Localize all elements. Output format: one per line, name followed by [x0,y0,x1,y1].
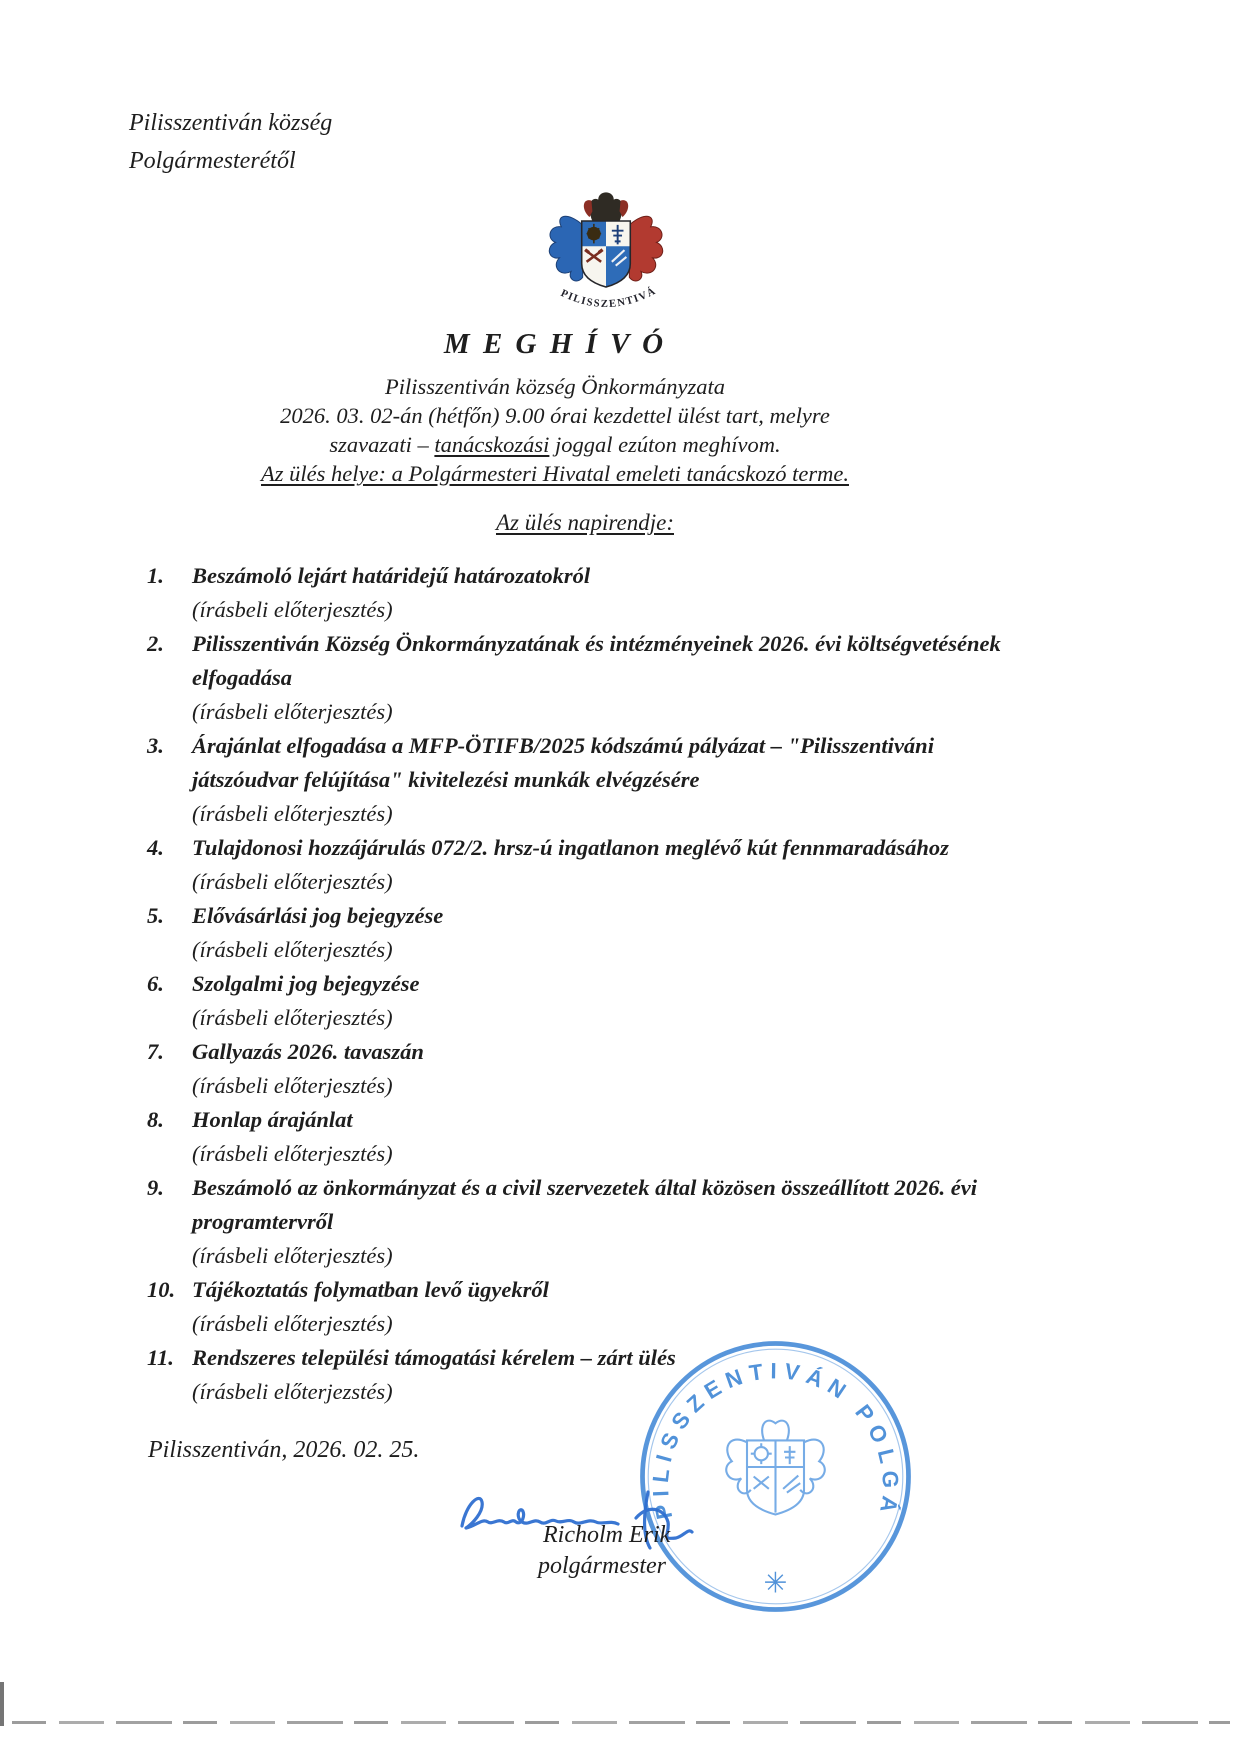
mantling-left [549,216,582,281]
agenda-item-title: Gallyazás 2026. tavaszán [192,1039,424,1064]
agenda-item-title: Tulajdonosi hozzájárulás 072/2. hrsz-ú ingatlanon meglévő kút fennmaradásához [192,835,949,860]
agenda-item-3 [147,729,1067,831]
signatory-name: Richolm Erik [543,1522,671,1548]
agenda-item-number: 4. [147,835,164,860]
intro-line-1: Pilisszentiván község Önkormányzata [385,374,725,399]
scan-artifact-smudge [0,1682,4,1726]
agenda-heading: Az ülés napirendje: [495,510,674,535]
agenda-item-10 [147,1273,1067,1341]
stamp-ring-text: PILISSZENTIVÁN POLGÁ [647,1358,904,1522]
agenda-item-11 [147,1341,1067,1409]
agenda-item-4 [147,831,1067,899]
agenda-item-note: (írásbeli előterjesztés) [192,801,393,826]
agenda-item-9 [147,1171,1067,1273]
agenda-item-title: Tájékoztatás folymatban levő ügyekről [192,1277,549,1302]
agenda-item-note: (írásbeli előterjezstés) [192,1379,393,1404]
agenda-item-number: 7. [147,1039,164,1064]
agenda-item-1 [147,559,1067,627]
sender-line-2: Polgármesterétől [129,148,296,174]
agenda-item-number: 6. [147,971,164,996]
agenda-item-note: (írásbeli előterjesztés) [192,1243,393,1268]
agenda-item-title: Beszámoló lejárt határidejű határozatokról [192,563,591,588]
agenda-item-title: Elővásárlási jog bejegyzése [192,903,444,928]
intro-paragraph [55,372,1055,488]
agenda-item-6 [147,967,1067,1035]
agenda-item-2 [147,627,1067,729]
sender-line-1: Pilisszentiván község [129,110,333,136]
agenda-item-number: 10. [147,1277,176,1302]
agenda-item-title: Honlap árajánlat [192,1107,353,1132]
agenda-item-number: 8. [147,1107,164,1132]
agenda-item-note: (írásbeli előterjesztés) [192,937,393,962]
agenda-item-number: 11. [147,1345,174,1370]
agenda-item-note: (írásbeli előterjesztés) [192,699,393,724]
date-line: Pilisszentiván, 2026. 02. 25. [148,1437,420,1463]
agenda-item-title: Árajánlat elfogadása a MFP-ÖTIFB/2025 kódszámú pályázat – "Pilisszentiváni játszóudvar felújítása" kivitelezési munkák elvégzésére [192,733,934,792]
agenda-item-number: 3. [147,733,164,758]
page-title: M E G H Í V Ó [443,328,667,360]
agenda-item-note: (írásbeli előterjesztés) [192,1073,393,1098]
agenda-item-8 [147,1103,1067,1171]
scan-artifact-line [12,1721,1230,1724]
agenda-item-note: (írásbeli előterjesztés) [192,869,393,894]
agenda-item-number: 9. [147,1175,164,1200]
coat-of-arms [538,182,674,330]
signatory-block [538,1520,671,1582]
intro-line-2: 2026. 03. 02-án (hétfőn) 9.00 órai kezdettel ülést tart, melyre [280,403,830,428]
crest-caption: PILISSZENTIVÁ [558,284,659,311]
agenda-item-note: (írásbeli előterjesztés) [192,597,393,622]
agenda-item-7 [147,1035,1067,1103]
signatory-role: polgármester [538,1553,666,1579]
agenda-item-title: Beszámoló az önkormányzat és a civil szervezetek által közösen összeállított 2026. évi programtervről [192,1175,977,1234]
agenda-item-5 [147,899,1067,967]
agenda-item-number: 5. [147,903,164,928]
agenda-item-title: Szolgalmi jog bejegyzése [192,971,420,996]
agenda-item-number: 1. [147,563,164,588]
agenda-item-note: (írásbeli előterjesztés) [192,1311,393,1336]
agenda-item-title: Pilisszentiván Község Önkormányzatának és intézményeinek 2026. évi költségvetésének elfogadása [192,631,1001,690]
agenda-item-note: (írásbeli előterjesztés) [192,1141,393,1166]
agenda-list [147,559,1067,1409]
agenda-item-title: Rendszeres települési támogatási kérelem – zárt ülés [192,1345,676,1370]
intro-line-3: szavazati – tanácskozási joggal ezúton meghívom. [329,432,781,457]
crest-top [590,192,623,221]
sender-header [129,104,332,180]
meeting-location-line: Az ülés helye: a Polgármesteri Hivatal emeleti tanácskozó terme. [261,461,849,486]
intro-underlined-word: tanácskozási [434,432,550,457]
agenda-item-note: (írásbeli előterjesztés) [192,1005,393,1030]
stamp-asterisk: ✳ [763,1568,788,1600]
mantling-right [629,216,662,281]
coat-of-arms-icon [538,182,674,328]
agenda-item-number: 2. [147,631,164,656]
